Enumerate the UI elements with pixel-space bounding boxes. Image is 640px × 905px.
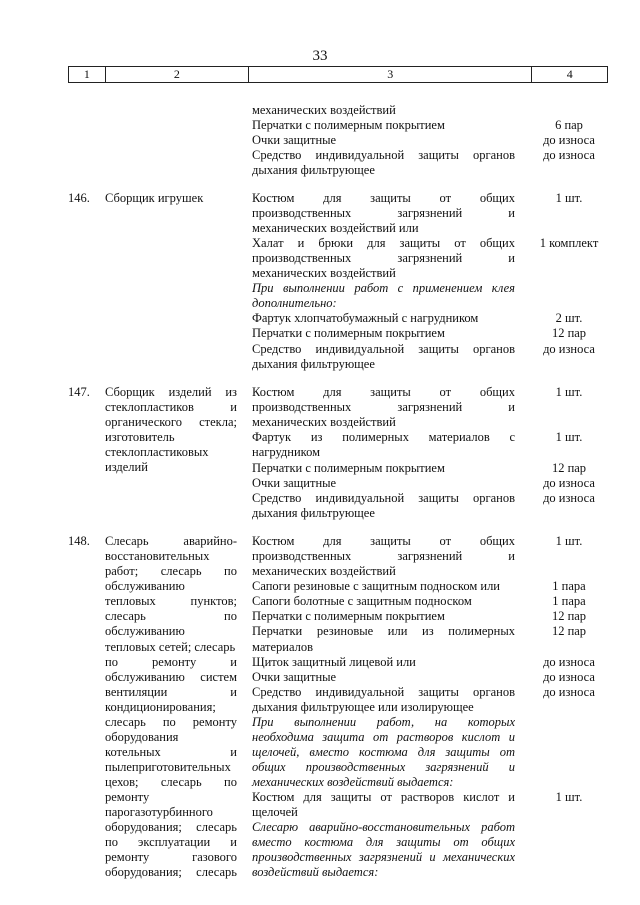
- ppe-text: Сапоги резиновые с защитным подноском или: [252, 579, 500, 593]
- ppe-text: дыхания фильтрующее: [252, 357, 375, 371]
- norm-text: 1 шт.: [555, 385, 583, 399]
- ppe-text: производственных загрязнений и: [252, 549, 515, 563]
- profession-text: восстановительных: [105, 549, 210, 563]
- profession-text: оборудования; слесарь: [105, 820, 237, 834]
- ppe-text: механических воздействий: [252, 103, 396, 117]
- ppe-text: Костюм для защиты от растворов кислот и: [252, 790, 515, 804]
- ppe-text: воздействий выдается:: [252, 865, 379, 879]
- norm-text: 2 шт.: [555, 311, 583, 325]
- ppe-text: механических воздействий или: [252, 221, 419, 235]
- profession-text: изделий: [105, 460, 148, 474]
- ppe-text: механических воздействий: [252, 415, 396, 429]
- norm-text: до износа: [543, 133, 595, 147]
- item-number: 146.: [68, 191, 90, 205]
- norm-text: до износа: [543, 685, 595, 699]
- ppe-text: Костюм для защиты от общих: [252, 534, 515, 548]
- ppe-text: Перчатки с полимерным покрытием: [252, 609, 445, 623]
- column-number-1: 1: [69, 67, 106, 82]
- column-number-4: 4: [566, 67, 573, 81]
- ppe-text: Халат и брюки для защиты от общих: [252, 236, 515, 250]
- column-number-3: 3: [249, 67, 532, 82]
- ppe-text: Средство индивидуальной защиты органов: [252, 491, 515, 505]
- norm-text: 1 пара: [552, 579, 586, 593]
- item-number: 148.: [68, 534, 90, 548]
- ppe-text: дыхания фильтрующее: [252, 506, 375, 520]
- item-number: 147.: [68, 385, 90, 399]
- norm-text: 1 шт.: [555, 430, 583, 444]
- ppe-text: вместо костюма для защиты от общих: [252, 835, 515, 849]
- norm-text: 1 пара: [552, 594, 586, 608]
- profession-text: Сборщик изделий из: [105, 385, 237, 399]
- profession-text: цехов; слесарь по: [105, 775, 237, 789]
- profession-text: парогазотурбинного: [105, 805, 213, 819]
- norm-text: до износа: [543, 342, 595, 356]
- profession-text: стеклопластиков и: [105, 400, 237, 414]
- profession-text: Сборщик игрушек: [105, 191, 204, 205]
- ppe-text: Перчатки резиновые или из полимерных: [252, 624, 515, 638]
- ppe-text: Слесарю аварийно-восстановительных работ: [252, 820, 515, 834]
- norm-text: 12 пар: [551, 609, 587, 623]
- ppe-text: Перчатки с полимерным покрытием: [252, 118, 445, 132]
- ppe-text: Щиток защитный лицевой или: [252, 655, 416, 669]
- ppe-text: Костюм для защиты от общих: [252, 385, 515, 399]
- ppe-text: механических воздействий выдается:: [252, 775, 454, 789]
- ppe-text: механических воздействий: [252, 266, 396, 280]
- profession-text: кондиционирования;: [105, 700, 216, 714]
- profession-text: органического стекла;: [105, 415, 237, 429]
- ppe-text: необходима защита от растворов кислот и: [252, 730, 515, 744]
- ppe-text: дополнительно:: [252, 296, 337, 310]
- norm-text: до износа: [543, 148, 595, 162]
- norm-text: до износа: [543, 476, 595, 490]
- profession-text: работ; слесарь по: [105, 564, 237, 578]
- norm-text: 1 комплект: [539, 236, 599, 250]
- ppe-text: Перчатки с полимерным покрытием: [252, 326, 445, 340]
- profession-text: Слесарь аварийно-: [105, 534, 237, 548]
- profession-text: стеклопластиковых: [105, 445, 209, 459]
- ppe-text: производственных загрязнений и механических: [252, 850, 515, 864]
- ppe-text: общих производственных загрязнений и: [252, 760, 515, 774]
- profession-text: слесарь по: [105, 609, 237, 623]
- profession-text: оборудования; слесарь: [105, 865, 237, 879]
- ppe-text: дыхания фильтрующее или изолирующее: [252, 700, 474, 714]
- ppe-text: производственных загрязнений и: [252, 400, 515, 414]
- ppe-text: Средство индивидуальной защиты органов: [252, 685, 515, 699]
- norm-text: до износа: [543, 491, 595, 505]
- norm-text: 1 шт.: [555, 790, 583, 804]
- table-header-row: [68, 66, 608, 83]
- column-number-2: 2: [106, 67, 249, 82]
- profession-text: вентиляции и: [105, 685, 237, 699]
- ppe-text: Перчатки с полимерным покрытием: [252, 461, 445, 475]
- norm-text: 1 шт.: [555, 191, 583, 205]
- profession-text: ремонту: [105, 790, 150, 804]
- ppe-text: Очки защитные: [252, 476, 337, 490]
- profession-text: по ремонту и: [105, 655, 237, 669]
- norm-text: 12 пар: [551, 461, 587, 475]
- norm-text: до износа: [543, 655, 595, 669]
- ppe-text: Средство индивидуальной защиты органов: [252, 148, 515, 162]
- ppe-text: Очки защитные: [252, 133, 337, 147]
- profession-text: обслуживанию: [105, 624, 185, 638]
- profession-text: ремонту газового: [105, 850, 237, 864]
- ppe-text: щелочей: [252, 805, 298, 819]
- profession-text: изготовитель: [105, 430, 175, 444]
- profession-text: слесарь по ремонту: [105, 715, 237, 729]
- ppe-text: Средство индивидуальной защиты органов: [252, 342, 515, 356]
- ppe-text: Костюм для защиты от общих: [252, 191, 515, 205]
- ppe-text: При выполнении работ, на которых: [252, 715, 515, 729]
- profession-text: пылеприготовительных: [105, 760, 231, 774]
- norm-text: 1 шт.: [555, 534, 583, 548]
- norm-text: до износа: [543, 670, 595, 684]
- ppe-text: При выполнении работ с применением клея: [252, 281, 515, 295]
- profession-text: оборудования: [105, 730, 179, 744]
- ppe-text: механических воздействий: [252, 564, 396, 578]
- page-number: 33: [312, 48, 328, 64]
- ppe-text: дыхания фильтрующее: [252, 163, 375, 177]
- ppe-text: щелочей, вместо костюма для защиты от: [252, 745, 515, 759]
- ppe-text: Сапоги болотные с защитным подноском: [252, 594, 472, 608]
- profession-text: тепловых пунктов;: [105, 594, 237, 608]
- ppe-text: материалов: [252, 640, 314, 654]
- norm-text: 6 пар: [555, 118, 583, 132]
- profession-text: котельных и: [105, 745, 237, 759]
- ppe-text: нагрудником: [252, 445, 321, 459]
- profession-text: обслуживанию: [105, 579, 185, 593]
- ppe-text: Фартук хлопчатобумажный с нагрудником: [252, 311, 479, 325]
- norm-text: 12 пар: [551, 326, 587, 340]
- profession-text: по эксплуатации и: [105, 835, 237, 849]
- ppe-text: производственных загрязнений и: [252, 251, 515, 265]
- ppe-text: производственных загрязнений и: [252, 206, 515, 220]
- profession-text: обслуживанию систем: [105, 670, 237, 684]
- ppe-text: Очки защитные: [252, 670, 337, 684]
- ppe-text: Фартук из полимерных материалов с: [252, 430, 515, 444]
- norm-text: 12 пар: [551, 624, 587, 638]
- profession-text: тепловых сетей; слесарь: [105, 640, 236, 654]
